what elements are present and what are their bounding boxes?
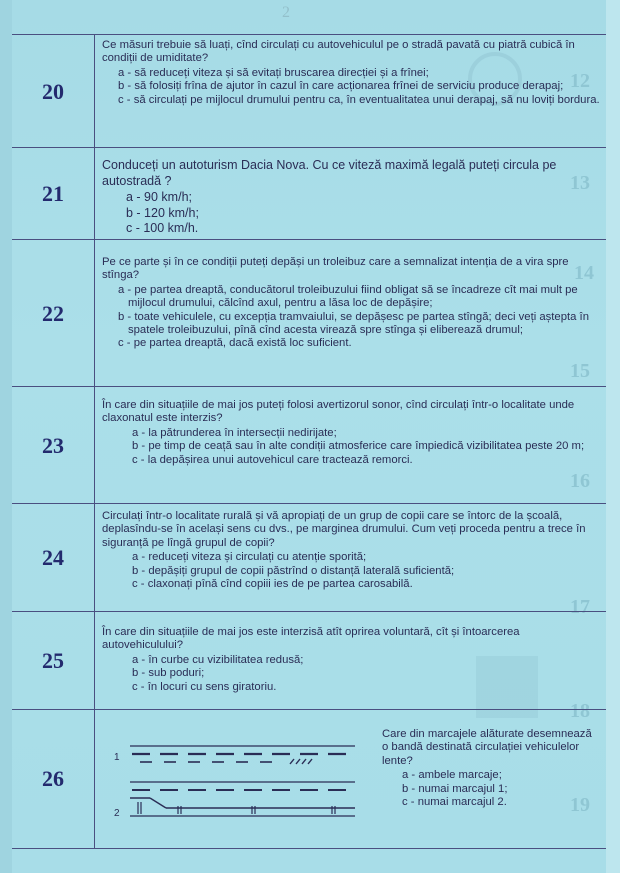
answer-option[interactable]: b - depășiți grupul de copii păstrînd o distanță laterală suficientă; — [132, 564, 455, 577]
answer-option[interactable]: c - pe partea dreaptă, dacă există loc suficient. — [118, 337, 352, 350]
answer-option[interactable]: b - sub poduri; — [132, 667, 205, 680]
question-table — [12, 34, 606, 849]
question-number: 22 — [42, 300, 64, 326]
question-row — [12, 611, 606, 710]
answer-option[interactable]: b - să folosiți frîna de ajutor în cazul în care acționarea frînei de serviciu produce derapaj; — [118, 80, 564, 93]
answer-option[interactable]: c - la depășirea unui autovehicul care tractează remorci. — [132, 453, 413, 466]
figure-label-2: 2 — [114, 808, 120, 819]
answer-option[interactable]: a - să reduceți viteza și să evitați bruscarea direcției și a frînei; — [118, 66, 429, 79]
answer-option[interactable]: c - 100 km/h. — [126, 221, 199, 235]
answer-option[interactable]: a - la pătrunderea în intersecții nedirijate; — [132, 426, 337, 439]
page-number: 2 — [282, 4, 290, 21]
question-row — [12, 147, 606, 240]
answer-option[interactable]: a - 90 km/h; — [126, 190, 192, 204]
answer-option[interactable]: c - claxonați pînă cînd copiii ies de pe partea carosabilă. — [132, 578, 413, 591]
margin-number: 15 — [570, 360, 590, 382]
margin-number: 12 — [570, 70, 590, 92]
question-number: 23 — [42, 432, 64, 458]
margin-number: 17 — [570, 596, 590, 618]
question-number: 26 — [42, 766, 64, 791]
question-number: 25 — [42, 648, 64, 673]
answer-option[interactable]: b - toate vehiculele, cu excepția tramvaiului, se depășesc pe partea stîngă; deci veți aștepta în spatele troleibuzului, pînă cînd acesta virează spre stînga și eliberează drumul; — [118, 310, 589, 337]
question-text: Conduceți un autoturism Dacia Nova. Cu ce viteză maximă legală puteți circula pe autostradă ? — [102, 158, 557, 188]
margin-number: 16 — [570, 470, 590, 492]
question-text: În care din situațiile de mai jos puteți folosi avertizorul sonor, cînd circulați într-o localitate unde claxonatul este interzis? — [102, 399, 575, 425]
answer-option[interactable]: a - pe partea dreaptă, conducătorul troleibuzului fiind obligat să se încadreze cît mai mult pe mijlocul drumului, călcînd axul, pentru a lăsa loc de depășire; — [118, 283, 578, 310]
question-row — [12, 239, 606, 387]
answer-option[interactable]: c - numai marcajul 2. — [402, 796, 507, 809]
answer-option[interactable]: b - numai marcajul 1; — [402, 782, 508, 795]
question-number: 20 — [42, 78, 64, 104]
question-text: Circulați într-o localitate rurală și vă apropiați de un grup de copii care se întorc de la școală, deplasîndu-se în același sens cu dvs., pe marginea drumului. Cum veți proceda pentru a trece în siguranță pe lîngă grupul de copii? — [102, 510, 586, 549]
question-text: În care din situațiile de mai jos este interzisă atît oprirea voluntară, cît și întoarcerea autovehiculului? — [102, 626, 520, 652]
answer-option[interactable]: c - să circulați pe mijlocul drumului pentru ca, în eventualitatea unui derapaj, să nu loviți bordura. — [118, 93, 600, 106]
margin-number: 14 — [574, 262, 594, 284]
answer-option[interactable]: a - în curbe cu vizibilitatea redusă; — [132, 653, 304, 666]
answer-option[interactable]: b - pe timp de ceață sau în alte condiții atmosferice care împiedică vizibilitatea peste 20 m; — [132, 440, 585, 453]
question-text: Care din marcajele alăturate desemnează o bandă destinată circulației vehiculelor lente? — [382, 728, 592, 767]
question-number: 24 — [42, 545, 64, 570]
answer-option[interactable]: c - în locuri cu sens giratoriu. — [132, 680, 277, 693]
question-row — [12, 34, 606, 148]
question-row — [12, 386, 606, 504]
margin-number: 13 — [570, 172, 590, 194]
answer-option[interactable]: a - reduceți viteza și circulați cu atenție sporită; — [132, 551, 367, 564]
question-text: Pe ce parte și în ce condiții puteți depăși un troleibuz care a semnalizat intenția de a vira spre stînga? — [102, 256, 569, 282]
question-row — [12, 503, 606, 612]
margin-number: 18 — [570, 700, 590, 722]
question-text: Ce măsuri trebuie să luați, cînd circulați cu autovehiculul pe o stradă pavată cu piatră cubică în condiții de umiditate? — [102, 39, 575, 65]
question-row — [12, 709, 606, 849]
right-page-edge — [606, 0, 620, 873]
answer-option[interactable]: b - 120 km/h; — [126, 205, 199, 220]
answer-option[interactable]: a - ambele marcaje; — [402, 769, 502, 782]
road-markings-figure — [110, 732, 380, 832]
left-page-edge — [0, 0, 12, 873]
question-number: 21 — [42, 181, 64, 206]
margin-number: 19 — [570, 794, 590, 816]
figure-label-1: 1 — [114, 752, 120, 763]
